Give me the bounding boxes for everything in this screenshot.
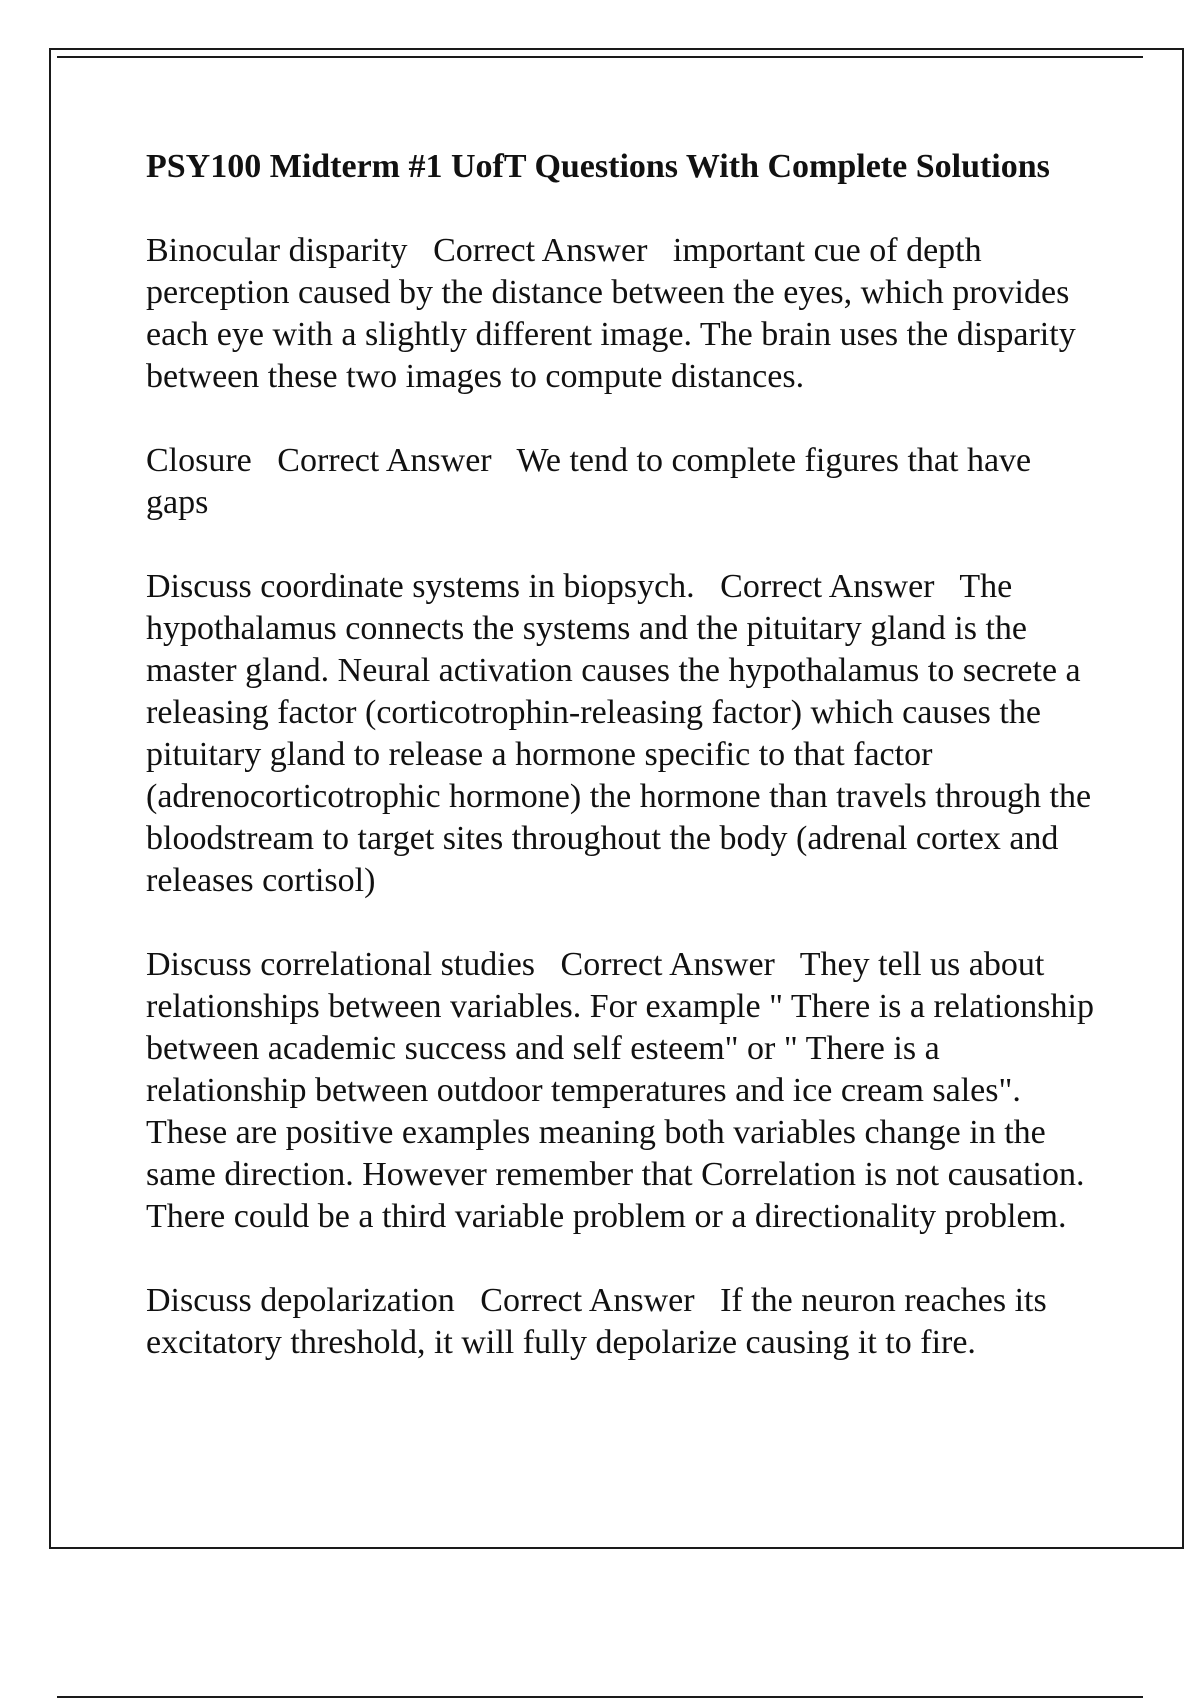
answer-text: We tend to complete figures that have gaps [146, 442, 1040, 521]
qa-entry [146, 230, 1096, 398]
qa-entry [146, 944, 1103, 1238]
document-body [146, 146, 1103, 1406]
correct-answer-label: Correct Answer [720, 568, 935, 605]
qa-entry [146, 440, 1096, 524]
question-term: Discuss correlational studies [146, 946, 536, 983]
answer-text: They tell us about relationships between variables. For example " There is a relationship between academic success and self esteem" or " There is a relationship between outdoor temperatures and ice cream sales". These are positive examples meaning both variables change in the same direction. However remember that Correlation is not causation. There could be a third variable problem or a directionality problem. [146, 946, 1103, 1235]
qa-entry [146, 566, 1100, 902]
question-term: Closure [146, 442, 252, 479]
answer-text: The hypothalamus connects the systems and the pituitary gland is the master gland. Neural activation causes the hypothalamus to secrete a releasing factor (corticotrophin-releasing factor) which causes the pituitary gland to release a hormone specific to that factor (adrenocorticotrophic hormone) the hormone than travels through the bloodstream to target sites throughout the body (adrenal cortex and releases cortisol) [146, 568, 1100, 899]
question-term: Discuss coordinate systems in biopsych. [146, 568, 695, 605]
answer-text: important cue of depth perception caused by the distance between the eyes, which provides each eye with a slightly different image. The brain uses the disparity between these two images to compute distances. [146, 232, 1085, 395]
question-term: Binocular disparity [146, 232, 408, 269]
answer-text: If the neuron reaches its excitatory threshold, it will fully depolarize causing it to fire. [146, 1282, 1056, 1361]
correct-answer-label: Correct Answer [277, 442, 492, 479]
document-title: PSY100 Midterm #1 UofT Questions With Complete Solutions [146, 148, 1050, 185]
qa-entry [146, 1280, 1096, 1364]
question-term: Discuss depolarization [146, 1282, 455, 1319]
footer-rule [57, 1696, 1143, 1698]
correct-answer-label: Correct Answer [433, 232, 648, 269]
header-rule [57, 56, 1143, 58]
correct-answer-label: Correct Answer [480, 1282, 695, 1319]
correct-answer-label: Correct Answer [560, 946, 775, 983]
